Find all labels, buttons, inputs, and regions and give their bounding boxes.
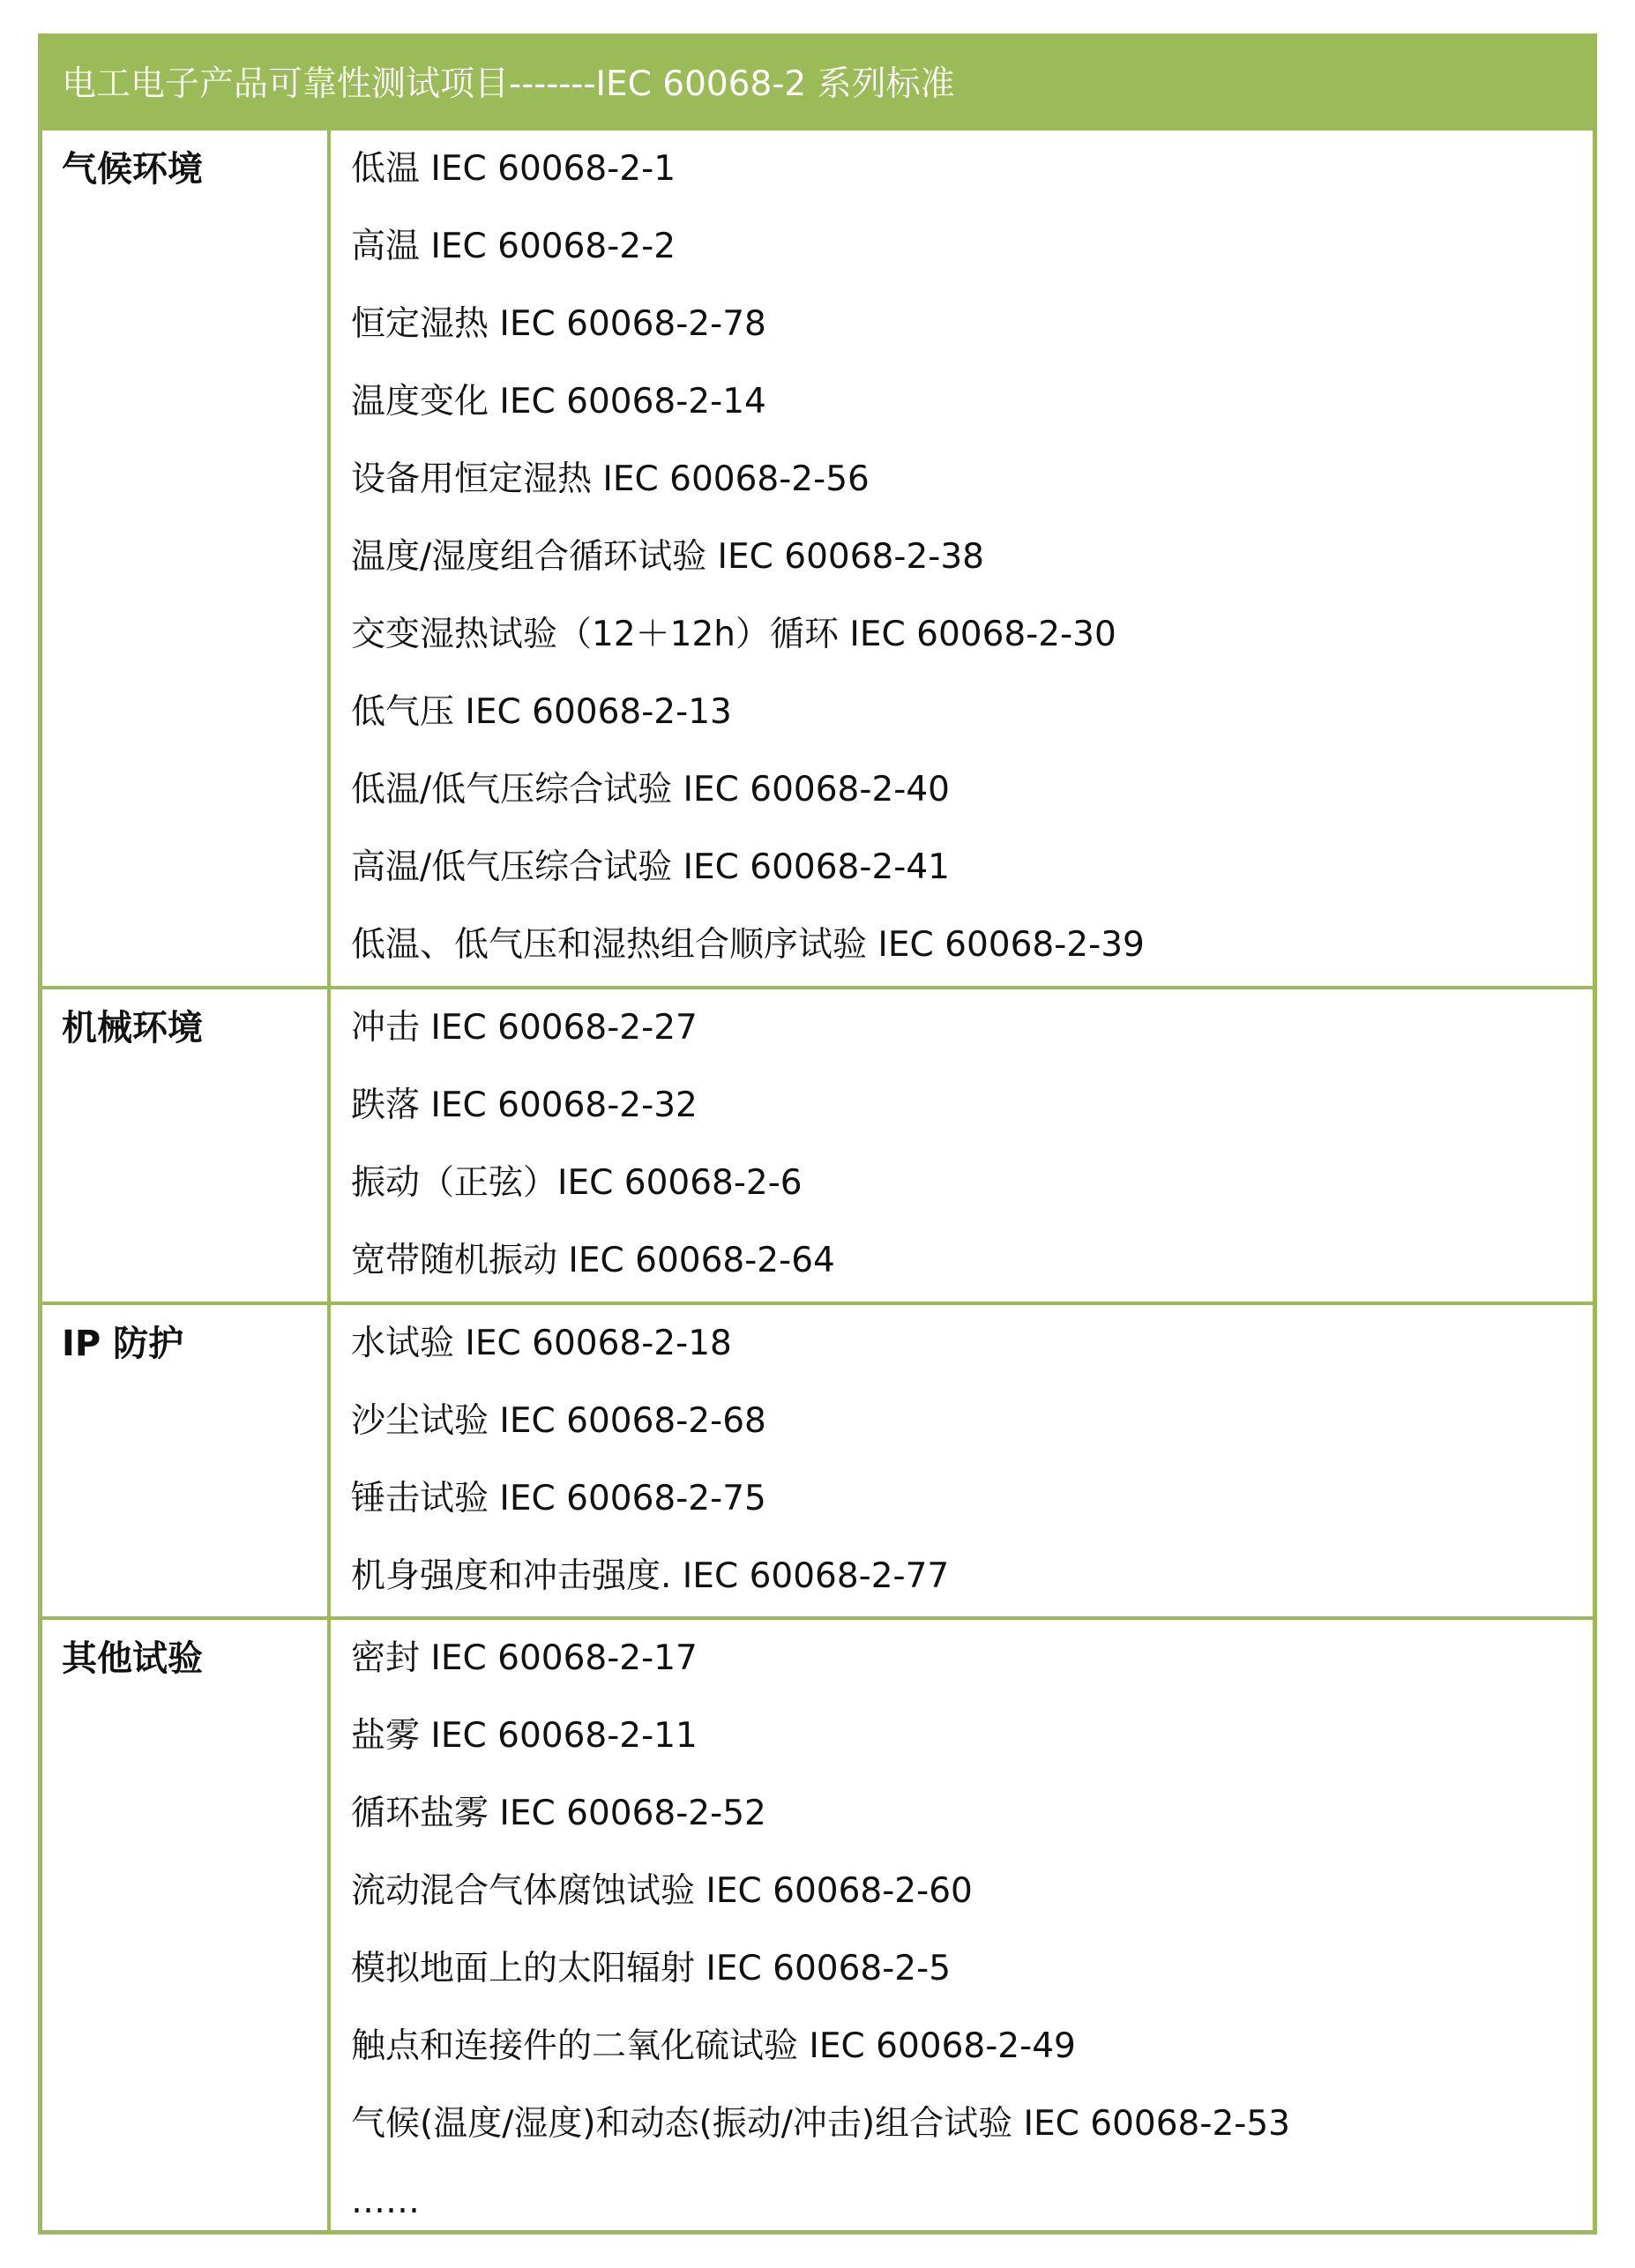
list-item: 低温 IEC 60068-2-1 (351, 149, 676, 189)
list-item: 密封 IEC 60068-2-17 (351, 1638, 698, 1678)
section-mechanical (42, 986, 1593, 1302)
list-item: 机身强度和冲击强度. IEC 60068-2-77 (351, 1556, 950, 1596)
list-item: 恒定湿热 IEC 60068-2-78 (351, 304, 766, 344)
test-list (351, 1305, 949, 1615)
list-item: 冲击 IEC 60068-2-27 (351, 1008, 698, 1048)
test-list (351, 989, 835, 1300)
test-list (351, 131, 1145, 984)
list-item: 宽带随机振动 IEC 60068-2-64 (351, 1241, 835, 1280)
list-item: 低温、低气压和湿热组合顺序试验 IEC 60068-2-39 (351, 925, 1145, 965)
list-item: 气候(温度/湿度)和动态(振动/冲击)组合试验 IEC 60068-2-53 (351, 2104, 1290, 2144)
list-item: 温度变化 IEC 60068-2-14 (351, 382, 766, 422)
section-category: 其他试验 (62, 1638, 203, 1679)
list-item: 振动（正弦）IEC 60068-2-6 (351, 1163, 803, 1203)
list-item: 沙尘试验 IEC 60068-2-68 (351, 1401, 766, 1441)
section-other (42, 1616, 1593, 2230)
list-item: 盐雾 IEC 60068-2-11 (351, 1716, 698, 1756)
section-category: IP 防护 (62, 1324, 184, 1364)
table-header (42, 38, 1593, 131)
list-item: 跌落 IEC 60068-2-32 (351, 1086, 698, 1125)
section-category: 机械环境 (62, 1008, 203, 1048)
list-item: 低气压 IEC 60068-2-13 (351, 692, 732, 732)
list-item: …… (351, 2182, 420, 2221)
list-item: 低温/低气压综合试验 IEC 60068-2-40 (351, 770, 950, 809)
list-item: 流动混合气体腐蚀试验 IEC 60068-2-60 (351, 1871, 973, 1911)
list-item: 高温/低气压综合试验 IEC 60068-2-41 (351, 847, 950, 887)
list-item: 锤击试验 IEC 60068-2-75 (351, 1479, 766, 1518)
list-item: 温度/湿度组合循环试验 IEC 60068-2-38 (351, 537, 984, 577)
list-item: 高温 IEC 60068-2-2 (351, 227, 676, 266)
section-ip-protection (42, 1302, 1593, 1616)
list-item: 循环盐雾 IEC 60068-2-52 (351, 1794, 766, 1833)
list-item: 交变湿热试验（12＋12h）循环 IEC 60068-2-30 (351, 615, 1116, 654)
section-climate (42, 131, 1593, 986)
test-list (351, 1620, 1290, 2241)
list-item: 触点和连接件的二氧化硫试验 IEC 60068-2-49 (351, 2026, 1076, 2066)
section-category: 气候环境 (62, 149, 203, 190)
table-title: 电工电子产品可靠性测试项目-------IEC 60068-2 系列标准 (62, 64, 955, 104)
list-item: 水试验 IEC 60068-2-18 (351, 1324, 732, 1363)
list-item: 设备用恒定湿热 IEC 60068-2-56 (351, 459, 870, 499)
list-item: 模拟地面上的太阳辐射 IEC 60068-2-5 (351, 1949, 952, 1988)
standards-table (38, 34, 1597, 2234)
